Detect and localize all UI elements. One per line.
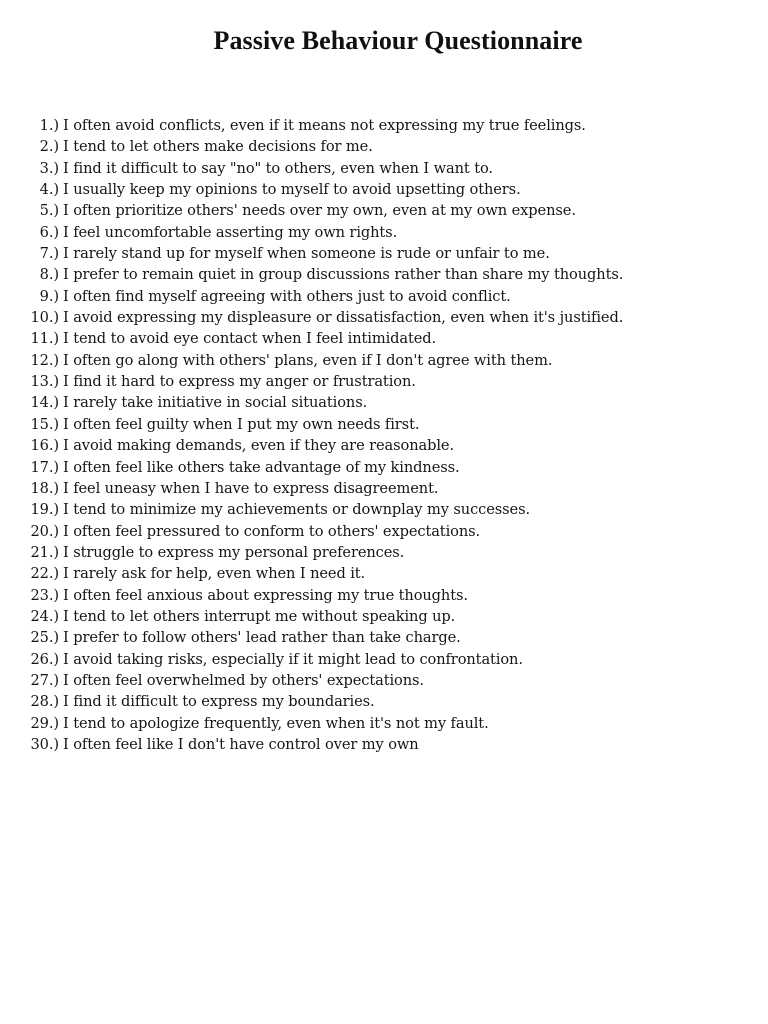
question-item — [28, 179, 623, 200]
question-item — [28, 264, 623, 285]
question-item — [28, 606, 623, 627]
question-number: 26.) — [30, 650, 59, 668]
question-item — [28, 627, 623, 648]
question-item — [28, 542, 623, 563]
question-text: I often feel guilty when I put my own needs first. — [63, 415, 420, 433]
question-item — [28, 286, 623, 307]
question-number: 14.) — [30, 394, 59, 412]
question-number: 1.) — [39, 117, 59, 134]
question-item — [28, 200, 623, 221]
question-item — [28, 392, 623, 413]
question-text: I often feel like I don't have control over my own — [63, 735, 419, 753]
question-text: I find it difficult to express my boundaries. — [63, 693, 375, 711]
question-number: 30.) — [30, 735, 59, 753]
question-number: 4.) — [39, 181, 59, 199]
question-text: I often feel overwhelmed by others' expectations. — [63, 671, 424, 689]
question-number: 18.) — [30, 479, 59, 497]
question-list — [28, 115, 623, 755]
question-item — [28, 115, 623, 136]
question-text: I feel uneasy when I have to express disagreement. — [63, 479, 439, 497]
question-number: 19.) — [30, 501, 59, 519]
question-number: 9.) — [39, 287, 59, 305]
question-number: 6.) — [39, 223, 59, 241]
question-item — [28, 136, 623, 157]
question-number: 17.) — [30, 458, 59, 476]
question-number: 22.) — [30, 565, 59, 583]
question-item — [28, 691, 623, 712]
question-number: 27.) — [30, 671, 59, 689]
question-text: I rarely stand up for myself when someone is rude or unfair to me. — [63, 245, 550, 263]
question-item — [28, 328, 623, 349]
question-text: I often avoid conflicts, even if it means not expressing my true feelings. — [63, 117, 586, 134]
question-text: I often prioritize others' needs over my own, even at my own expense. — [63, 202, 576, 220]
question-number: 23.) — [30, 586, 59, 604]
question-text: I avoid expressing my displeasure or dissatisfaction, even when it's justified. — [63, 309, 624, 327]
question-number: 5.) — [39, 202, 59, 220]
question-item — [28, 222, 623, 243]
question-item — [28, 649, 623, 670]
question-number: 20.) — [30, 522, 59, 540]
question-number: 13.) — [30, 373, 59, 391]
question-number: 28.) — [30, 693, 59, 711]
question-number: 8.) — [39, 266, 59, 284]
question-item — [28, 734, 623, 755]
question-item — [28, 563, 623, 584]
question-text: I usually keep my opinions to myself to avoid upsetting others. — [63, 181, 521, 199]
question-item — [28, 585, 623, 606]
question-item — [28, 521, 623, 542]
question-item — [28, 713, 623, 734]
question-number: 21.) — [30, 543, 59, 561]
question-text: I rarely take initiative in social situations. — [63, 394, 368, 412]
page-title: Passive Behaviour Questionnaire — [213, 26, 583, 55]
question-text: I avoid taking risks, especially if it might lead to confrontation. — [63, 650, 523, 668]
question-text: I rarely ask for help, even when I need it. — [63, 565, 366, 583]
question-text: I prefer to follow others' lead rather than take charge. — [63, 629, 461, 647]
question-item — [28, 243, 623, 264]
question-text: I tend to apologize frequently, even when it's not my fault. — [63, 714, 489, 732]
question-text: I find it hard to express my anger or frustration. — [63, 373, 416, 391]
question-text: I often feel pressured to conform to others' expectations. — [63, 522, 481, 540]
question-number: 2.) — [39, 138, 59, 156]
question-item — [28, 414, 623, 435]
question-item — [28, 350, 623, 371]
question-number: 15.) — [30, 415, 59, 433]
question-number: 10.) — [30, 309, 59, 327]
question-text: I often feel like others take advantage of my kindness. — [63, 458, 460, 476]
question-text: I find it difficult to say "no" to others, even when I want to. — [63, 159, 493, 177]
question-item — [28, 478, 623, 499]
question-number: 7.) — [39, 245, 59, 263]
question-text: I often go along with others' plans, even if I don't agree with them. — [63, 351, 553, 369]
question-item — [28, 670, 623, 691]
question-text: I tend to let others interrupt me without speaking up. — [63, 607, 456, 625]
question-text: I often find myself agreeing with others just to avoid conflict. — [63, 287, 511, 305]
question-text: I feel uncomfortable asserting my own rights. — [63, 223, 398, 241]
question-text: I prefer to remain quiet in group discussions rather than share my thoughts. — [63, 266, 624, 284]
question-item — [28, 371, 623, 392]
question-text: I struggle to express my personal preferences. — [63, 543, 405, 561]
question-number: 16.) — [30, 437, 59, 455]
question-number: 11.) — [30, 330, 59, 348]
question-number: 24.) — [30, 607, 59, 625]
question-text: I tend to let others make decisions for me. — [63, 138, 373, 156]
question-number: 3.) — [39, 159, 59, 177]
question-item — [28, 435, 623, 456]
question-text: I avoid making demands, even if they are reasonable. — [63, 437, 455, 455]
question-item — [28, 158, 623, 179]
question-item — [28, 499, 623, 520]
question-text: I tend to minimize my achievements or downplay my successes. — [63, 501, 531, 519]
question-item — [28, 457, 623, 478]
question-number: 25.) — [30, 629, 59, 647]
question-number: 29.) — [30, 714, 59, 732]
question-text: I often feel anxious about expressing my true thoughts. — [63, 586, 468, 604]
question-number: 12.) — [30, 351, 59, 369]
question-text: I tend to avoid eye contact when I feel intimidated. — [63, 330, 437, 348]
question-item — [28, 307, 623, 328]
